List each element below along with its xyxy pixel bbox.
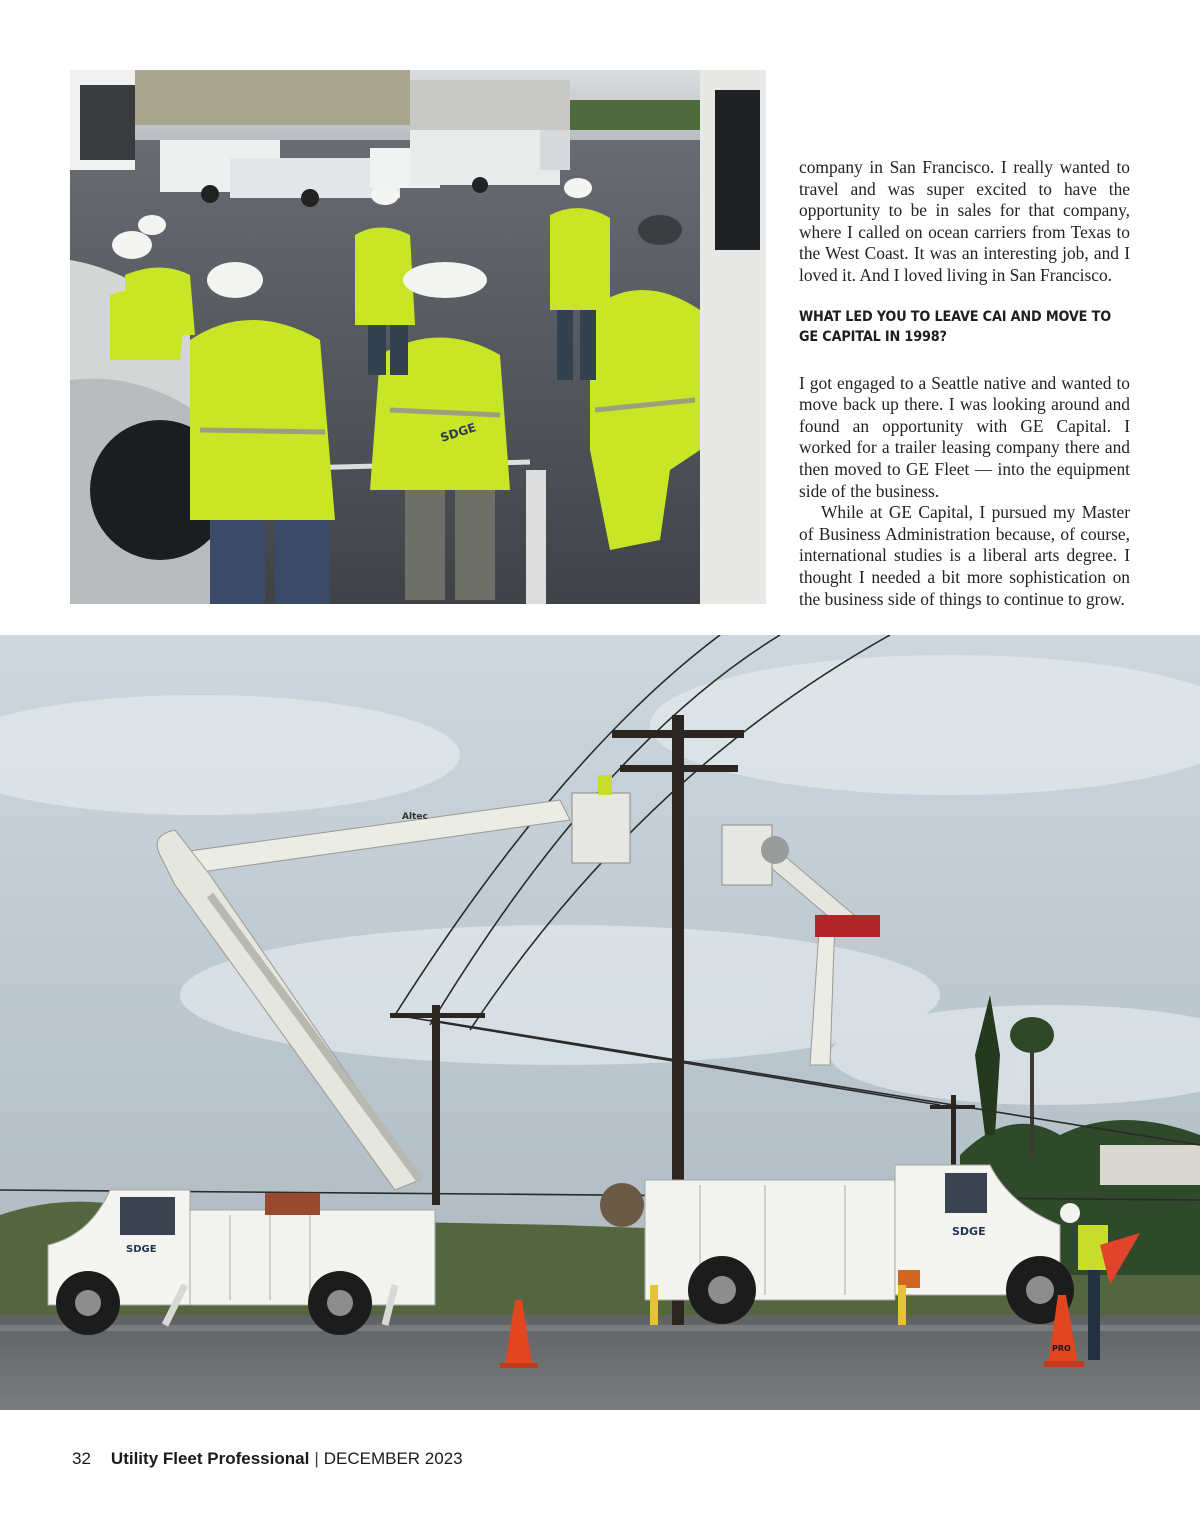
article-paragraph: company in San Francisco. I really wanted to travel and was super excited to have the opportunity to be in sales for that company, where I called on ocean carriers from Texas to the West Coast. It was an interesting job, and I loved it. And I loved living in San Francisco.: [799, 157, 1130, 285]
page-footer: [72, 1447, 463, 1471]
boom-brand-text: Altec: [402, 812, 428, 822]
article-paragraph: I got engaged to a Seattle native and wanted to move back up there. I was looking around and found an opportunity with GE Capital. I worked for a trailer leasing company there and then moved to GE Fleet — into the equipment side of the business.: [799, 372, 1130, 501]
cone-label-text: PRO: [1052, 1344, 1071, 1353]
crew-briefing-photo: [70, 70, 766, 604]
article-paragraph: While at GE Capital, I pursued my Master of Business Administration because, of course, international studies is a liberal arts degree. I thought I needed a bit more sophistication on the business side of things to continue to grow.: [799, 502, 1130, 609]
article-text-column: [799, 157, 1130, 610]
bucket-trucks-photo: [0, 635, 1200, 1410]
right-truck-logo-text: SDGE: [952, 1225, 986, 1238]
issue-date: DECEMBER 2023: [323, 1449, 463, 1468]
jacket-logo-text: SDGE: [438, 420, 478, 445]
publication-title: Utility Fleet Professional: [110, 1449, 310, 1468]
interview-question-heading: WHAT LED YOU TO LEAVE CAI AND MOVE TO GE CAPITAL IN 1998?: [799, 308, 1111, 345]
left-truck-logo-text: SDGE: [126, 1244, 157, 1255]
footer-separator: |: [314, 1449, 319, 1468]
page-number: 32: [72, 1449, 91, 1468]
